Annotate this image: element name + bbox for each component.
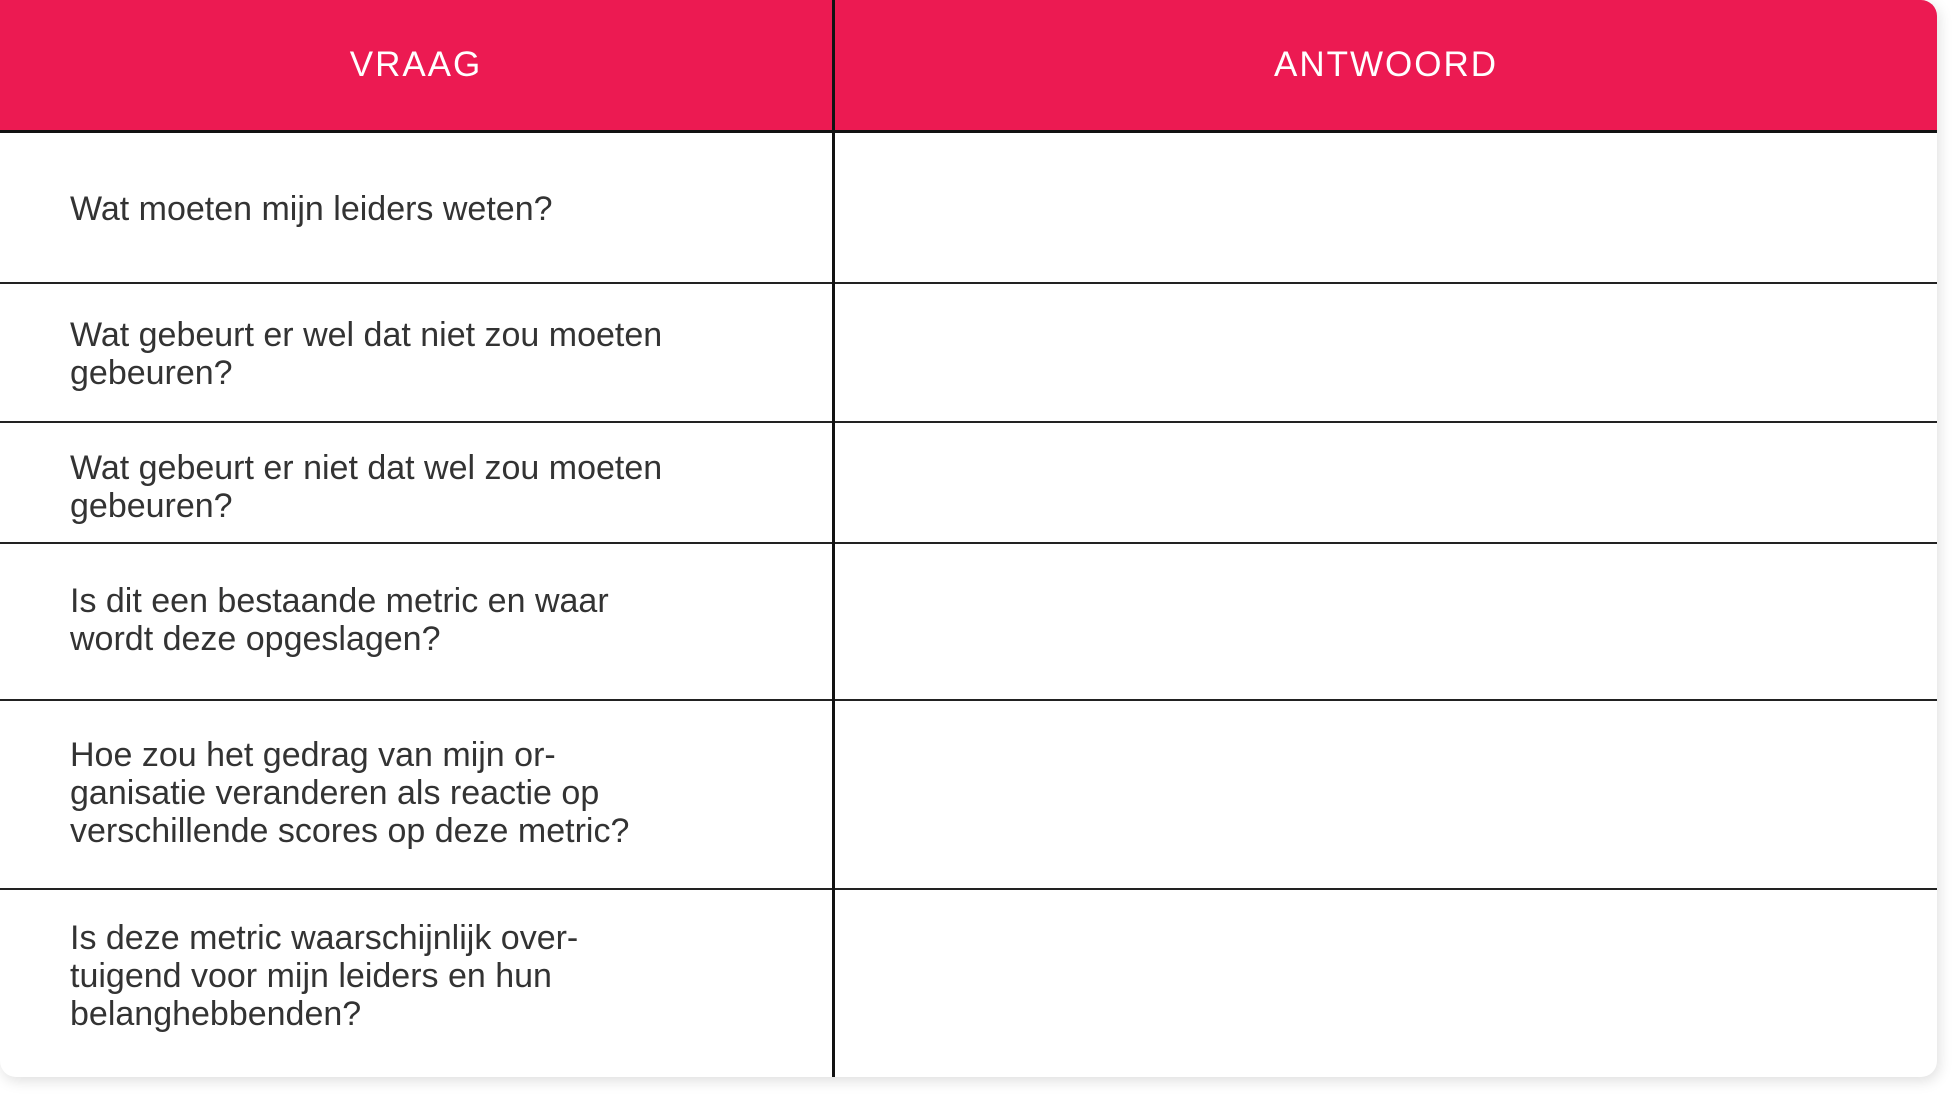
answer-cell[interactable] — [835, 544, 1937, 699]
answer-cell[interactable] — [835, 890, 1937, 1077]
question-text: Is dit een bestaande metric en waar wordt deze opgeslagen? — [70, 582, 609, 658]
table-row — [0, 890, 1937, 1077]
answer-cell[interactable] — [835, 701, 1937, 888]
question-text: Wat gebeurt er niet dat wel zou moeten gebeuren? — [70, 449, 663, 525]
table-row — [0, 133, 1937, 282]
column-header-antwoord: ANTWOORD — [1273, 45, 1499, 84]
table-row — [0, 544, 1937, 699]
answer-cell[interactable] — [835, 133, 1937, 282]
answer-cell[interactable] — [835, 423, 1937, 542]
table-row — [0, 284, 1937, 421]
question-text: Is deze metric waarschijnlijk over- tuigend voor mijn leiders en hun belanghebbenden? — [70, 919, 579, 1033]
table-header — [0, 0, 1937, 133]
answer-cell[interactable] — [835, 284, 1937, 421]
question-text: Wat moeten mijn leiders weten? — [70, 190, 553, 228]
table-row — [0, 423, 1937, 542]
column-divider — [832, 0, 835, 1077]
table-row — [0, 701, 1937, 888]
question-text: Wat gebeurt er wel dat niet zou moeten gebeuren? — [70, 316, 663, 392]
question-text: Hoe zou het gedrag van mijn or- ganisatie veranderen als reactie op verschillende scores op deze metric? — [70, 736, 630, 850]
column-header-vraag: VRAAG — [349, 45, 483, 84]
